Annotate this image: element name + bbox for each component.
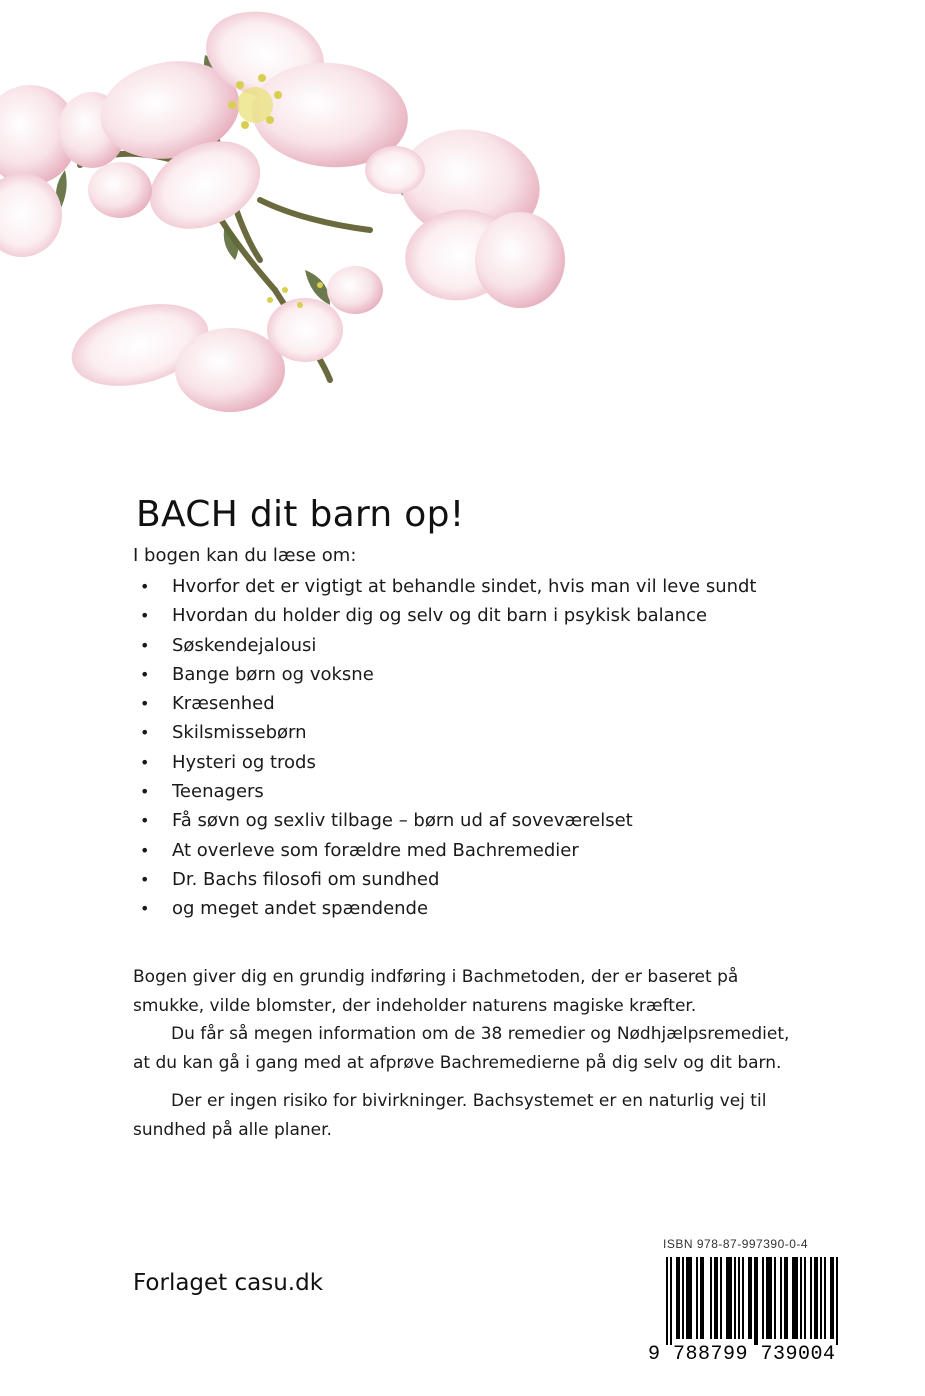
list-item-text: At overleve som forældre med Bachremedier xyxy=(172,839,579,861)
bullet-icon: • xyxy=(140,664,150,684)
barcode-bar xyxy=(786,1257,788,1339)
bullet-icon: • xyxy=(140,869,150,889)
barcode-bar xyxy=(720,1257,722,1339)
barcode-bar xyxy=(742,1257,744,1339)
bullet-icon: • xyxy=(140,694,150,714)
barcode-bar xyxy=(768,1257,770,1339)
list-item-text: og meget andet spændende xyxy=(172,898,429,920)
barcode-bar xyxy=(682,1257,684,1339)
list-item xyxy=(140,601,757,630)
barcode-bar xyxy=(710,1257,712,1339)
list-item-text: Hysteri og trods xyxy=(172,751,316,773)
list-item-text: Dr. Bachs filosofi om sundhed xyxy=(172,868,440,890)
barcode-bar xyxy=(676,1257,678,1339)
barcode-bar xyxy=(816,1257,818,1339)
description xyxy=(133,963,805,1144)
barcode-bar xyxy=(714,1257,716,1339)
list-item-text: Skilsmissebørn xyxy=(172,722,307,744)
barcode-bar xyxy=(810,1257,812,1339)
bullet-icon: • xyxy=(140,811,150,831)
list-item xyxy=(140,631,757,660)
barcode-bar xyxy=(686,1257,688,1339)
barcode-bar xyxy=(696,1257,698,1339)
list-item-text: Bange børn og voksne xyxy=(172,663,374,685)
isbn-label: ISBN 978-87-997390-0-4 xyxy=(663,1237,809,1251)
description-paragraph: Du får så megen information om de 38 remedier og Nødhjælpsremediet, at du kan gå i gang med at afprøve Bachremedierne på dig selv og dit barn. xyxy=(133,1024,790,1073)
publisher-name: Forlaget casu.dk xyxy=(133,1270,324,1296)
list-item-text: Hvorfor det er vigtigt at behandle sindet, hvis man vil leve sundt xyxy=(172,576,757,597)
list-item xyxy=(140,718,757,747)
barcode-bar xyxy=(700,1257,702,1339)
barcode-bar xyxy=(794,1257,796,1339)
barcode-bar xyxy=(734,1257,736,1339)
book-title: BACH dit barn op! xyxy=(136,494,465,536)
description-paragraph: Der er ingen risiko for bivirkninger. Bachsystemet er en naturlig vej til sundhed på alle planer. xyxy=(133,1091,767,1140)
barcode-bar xyxy=(770,1257,772,1339)
bullet-icon: • xyxy=(140,723,150,743)
bullet-icon: • xyxy=(140,840,150,860)
barcode-bar xyxy=(748,1257,750,1339)
barcode-bar xyxy=(728,1257,730,1339)
list-item xyxy=(140,689,757,718)
list-item xyxy=(140,806,757,835)
apple-blossom-image xyxy=(0,0,620,420)
topics-intro: I bogen kan du læse om: xyxy=(133,545,357,566)
bullet-icon: • xyxy=(140,899,150,919)
barcode-bar xyxy=(730,1257,732,1339)
barcode xyxy=(648,1255,838,1373)
barcode-bar xyxy=(836,1257,838,1345)
barcode-digits: 9 788799 739004 xyxy=(648,1343,836,1366)
barcode-bar xyxy=(774,1257,776,1339)
topic-list xyxy=(140,572,757,924)
barcode-bar xyxy=(830,1257,832,1339)
list-item xyxy=(140,660,757,689)
list-item xyxy=(140,777,757,806)
list-item-text: Kræsenhed xyxy=(172,693,275,715)
bullet-icon: • xyxy=(140,635,150,655)
list-item-text: Søskendejalousi xyxy=(172,634,317,656)
bullet-icon: • xyxy=(140,782,150,802)
list-item xyxy=(140,836,757,865)
barcode-bar xyxy=(820,1257,822,1339)
barcode-bar xyxy=(750,1257,752,1339)
barcode-bar xyxy=(796,1257,798,1339)
barcode-bar xyxy=(702,1257,704,1339)
barcode-bar xyxy=(800,1257,802,1339)
barcode-bar xyxy=(832,1257,834,1339)
barcode-bar xyxy=(756,1257,758,1345)
barcode-bar xyxy=(784,1257,786,1339)
list-item xyxy=(140,748,757,777)
barcode-bar xyxy=(814,1257,816,1339)
barcode-bar xyxy=(766,1257,768,1339)
barcode-bar xyxy=(690,1257,692,1339)
list-item xyxy=(140,865,757,894)
bullet-icon: • xyxy=(140,577,150,596)
barcode-bar xyxy=(738,1257,740,1339)
list-item-text: Få søvn og sexliv tilbage – børn ud af soveværelset xyxy=(172,810,633,832)
barcode-bar xyxy=(688,1257,690,1339)
bullet-icon: • xyxy=(140,606,150,626)
list-item-text: Hvordan du holder dig og selv og dit barn i psykisk balance xyxy=(172,605,708,627)
barcode-bar xyxy=(792,1257,794,1339)
barcode-bar xyxy=(716,1257,718,1339)
list-item xyxy=(140,894,757,923)
barcode-bar xyxy=(824,1257,826,1339)
barcode-bar xyxy=(804,1257,806,1339)
list-item-text: Teenagers xyxy=(172,781,264,803)
bullet-icon: • xyxy=(140,752,150,772)
description-paragraph: Bogen giver dig en grundig indføring i Bachmetoden, der er baseret på smukke, vilde blomster, der indeholder naturens magiske kræfter. xyxy=(133,967,739,1016)
list-item xyxy=(140,572,757,601)
barcode-bar xyxy=(670,1257,672,1345)
barcode-bar xyxy=(666,1257,668,1345)
barcode-bar xyxy=(678,1257,680,1339)
barcode-bar xyxy=(762,1257,764,1339)
barcode-bar xyxy=(754,1257,756,1345)
barcode-bar xyxy=(726,1257,728,1339)
barcode-icon xyxy=(648,1255,838,1345)
barcode-bar xyxy=(780,1257,782,1339)
